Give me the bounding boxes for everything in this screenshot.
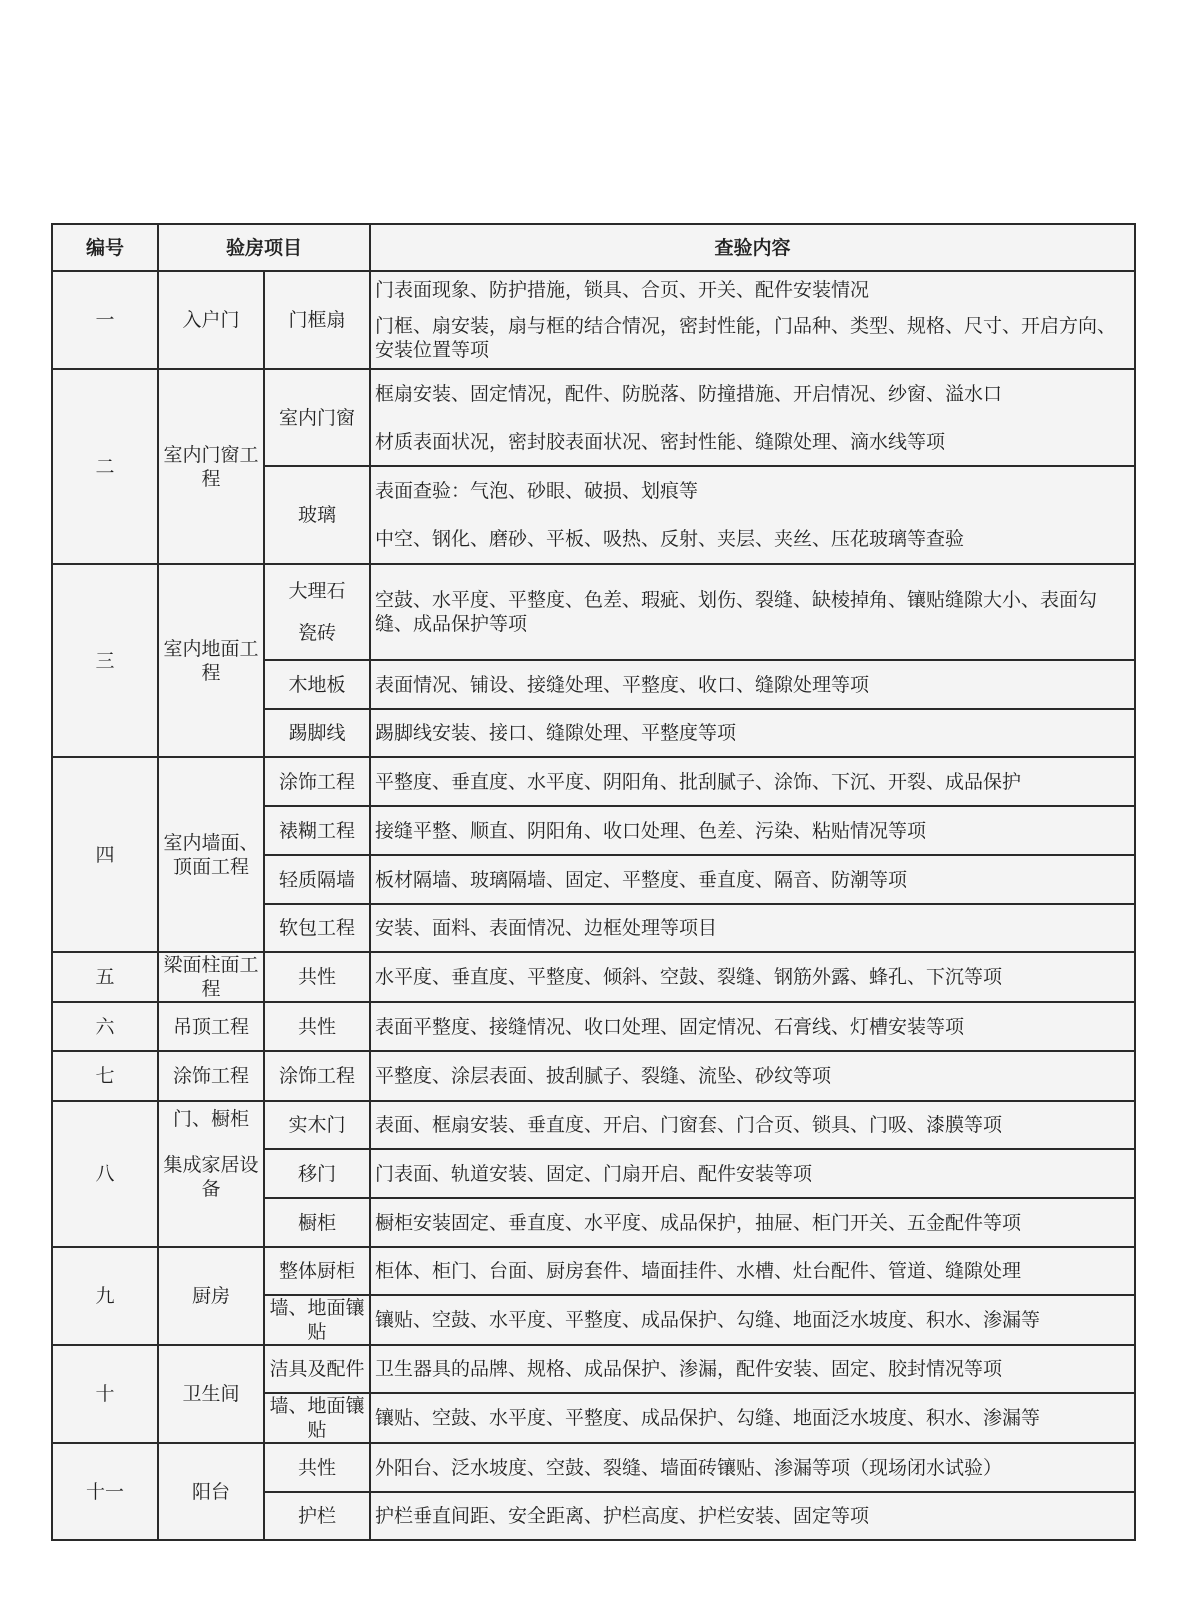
row-number: 五 <box>52 952 158 1002</box>
row-subitem: 橱柜 <box>264 1198 370 1247</box>
row-content <box>370 1101 1135 1149</box>
content-line: 框扇安装、固定情况，配件、防脱落、防撞措施、开启情况、纱窗、溢水口 <box>375 382 1003 405</box>
content-line: 柜体、柜门、台面、厨房套件、墙面挂件、水槽、灶台配件、管道、缝隙处理 <box>375 1260 1022 1282</box>
row-subitem: 裱糊工程 <box>264 806 370 855</box>
row-content <box>370 1295 1135 1345</box>
content-line: 卫生器具的品牌、规格、成品保护、渗漏，配件安装、固定、胶封情况等项 <box>375 1358 1003 1380</box>
table-row <box>52 757 1135 806</box>
row-content <box>370 1345 1135 1393</box>
row-subitem: 涂饰工程 <box>264 757 370 806</box>
row-content <box>370 1198 1135 1247</box>
row-content <box>370 952 1135 1002</box>
row-category: 厨房 <box>158 1247 264 1345</box>
row-category: 卫生间 <box>158 1345 264 1443</box>
row-category: 室内地面工程 <box>158 564 264 757</box>
table-row <box>52 1101 1135 1149</box>
row-category: 梁面柱面工程 <box>158 952 264 1002</box>
row-subitem: 木地板 <box>264 660 370 709</box>
content-line: 平整度、垂直度、水平度、阴阳角、批刮腻子、涂饰、下沉、开裂、成品保护 <box>375 770 1022 793</box>
row-content <box>370 1393 1135 1443</box>
content-line: 表面平整度、接缝情况、收口处理、固定情况、石膏线、灯槽安装等项 <box>375 1015 965 1038</box>
row-category: 室内门窗工程 <box>158 369 264 564</box>
row-number: 六 <box>52 1002 158 1051</box>
header-content: 查验内容 <box>370 224 1135 271</box>
table-row <box>52 1443 1135 1492</box>
row-number: 八 <box>52 1101 158 1247</box>
content-line: 接缝平整、顺直、阴阳角、收口处理、色差、污染、粘贴情况等项 <box>375 819 927 842</box>
table-row <box>52 369 1135 466</box>
table-row <box>52 1002 1135 1051</box>
subitem-line: 瓷砖 <box>298 622 337 644</box>
row-content <box>370 369 1135 466</box>
row-subitem: 移门 <box>264 1149 370 1198</box>
content-line: 表面、框扇安装、垂直度、开启、门窗套、门合页、锁具、门吸、漆膜等项 <box>375 1114 1003 1136</box>
content-line: 板材隔墙、玻璃隔墙、固定、平整度、垂直度、隔音、防潮等项 <box>375 868 908 891</box>
row-subitem: 共性 <box>264 1002 370 1051</box>
row-category: 入户门 <box>158 271 264 369</box>
row-subitem: 轻质隔墙 <box>264 855 370 904</box>
row-category <box>158 1101 264 1247</box>
row-content <box>370 660 1135 709</box>
content-line: 平整度、涂层表面、披刮腻子、裂缝、流坠、砂纹等项 <box>375 1065 832 1087</box>
row-subitem: 室内门窗 <box>264 369 370 466</box>
row-content <box>370 1247 1135 1295</box>
row-subitem: 实木门 <box>264 1101 370 1149</box>
row-content <box>370 757 1135 806</box>
row-number: 七 <box>52 1051 158 1101</box>
row-number: 十一 <box>52 1443 158 1540</box>
table-row <box>52 1345 1135 1393</box>
content-line: 安装、面料、表面情况、边框处理等项目 <box>375 917 718 939</box>
inspection-table <box>51 223 1136 1541</box>
row-subitem: 软包工程 <box>264 904 370 952</box>
category-line: 集成家居设备 <box>163 1154 259 1200</box>
row-number: 四 <box>52 757 158 952</box>
row-subitem: 共性 <box>264 1443 370 1492</box>
content-line: 外阳台、泛水坡度、空鼓、裂缝、墙面砖镶贴、渗漏等项（现场闭水试验） <box>375 1456 1003 1479</box>
row-number: 十 <box>52 1345 158 1443</box>
row-number: 三 <box>52 564 158 757</box>
row-subitem: 玻璃 <box>264 466 370 564</box>
table-row <box>52 952 1135 1002</box>
row-subitem: 墙、地面镶贴 <box>264 1393 370 1443</box>
row-content <box>370 564 1135 660</box>
row-category: 室内墙面、顶面工程 <box>158 757 264 952</box>
row-subitem: 洁具及配件 <box>264 1345 370 1393</box>
row-category: 涂饰工程 <box>158 1051 264 1101</box>
row-subitem: 护栏 <box>264 1492 370 1540</box>
content-line: 门框、扇安装，扇与框的结合情况，密封性能，门品种、类型、规格、尺寸、开启方向、安装位置等项 <box>375 315 1117 361</box>
content-line: 护栏垂直间距、安全距离、护栏高度、护栏安装、固定等项 <box>375 1505 870 1527</box>
content-line: 门表面现象、防护措施，锁具、合页、开关、配件安装情况 <box>375 279 870 301</box>
content-line: 镶贴、空鼓、水平度、平整度、成品保护、勾缝、地面泛水坡度、积水、渗漏等 <box>375 1407 1041 1429</box>
row-number: 二 <box>52 369 158 564</box>
row-content <box>370 1443 1135 1492</box>
content-line: 中空、钢化、磨砂、平板、吸热、反射、夹层、夹丝、压花玻璃等查验 <box>375 528 965 550</box>
row-content <box>370 1149 1135 1198</box>
row-subitem: 共性 <box>264 952 370 1002</box>
content-line: 踢脚线安装、接口、缝隙处理、平整度等项 <box>375 722 737 744</box>
table-row <box>52 1051 1135 1101</box>
row-content <box>370 806 1135 855</box>
row-number: 一 <box>52 271 158 369</box>
header-item: 验房项目 <box>158 224 370 271</box>
content-line: 空鼓、水平度、平整度、色差、瑕疵、划伤、裂缝、缺棱掉角、镶贴缝隙大小、表面勾缝、成品保护等项 <box>375 589 1098 635</box>
content-line: 橱柜安装固定、垂直度、水平度、成品保护，抽屉、柜门开关、五金配件等项 <box>375 1211 1022 1234</box>
row-category: 阳台 <box>158 1443 264 1540</box>
content-line: 表面情况、铺设、接缝处理、平整度、收口、缝隙处理等项 <box>375 673 870 696</box>
header-number: 编号 <box>52 224 158 271</box>
row-content <box>370 271 1135 369</box>
row-content <box>370 904 1135 952</box>
row-content <box>370 1002 1135 1051</box>
row-content <box>370 855 1135 904</box>
content-line: 材质表面状况，密封胶表面状况、密封性能、缝隙处理、滴水线等项 <box>375 430 946 453</box>
row-content <box>370 466 1135 564</box>
table-row <box>52 564 1135 660</box>
content-line: 表面查验：气泡、砂眼、破损、划痕等 <box>375 480 699 502</box>
row-subitem: 整体厨柜 <box>264 1247 370 1295</box>
category-line: 门、橱柜 <box>172 1108 249 1130</box>
table-row <box>52 271 1135 369</box>
table-row <box>52 1247 1135 1295</box>
row-content <box>370 709 1135 757</box>
content-line: 水平度、垂直度、平整度、倾斜、空鼓、裂缝、钢筋外露、蜂孔、下沉等项 <box>375 966 1003 988</box>
row-subitem: 门框扇 <box>264 271 370 369</box>
row-subitem: 墙、地面镶贴 <box>264 1295 370 1345</box>
subitem-line: 大理石 <box>288 580 346 602</box>
row-content <box>370 1492 1135 1540</box>
content-line: 镶贴、空鼓、水平度、平整度、成品保护、勾缝、地面泛水坡度、积水、渗漏等 <box>375 1309 1041 1331</box>
row-subitem <box>264 564 370 660</box>
row-subitem: 踢脚线 <box>264 709 370 757</box>
content-line: 门表面、轨道安装、固定、门扇开启、配件安装等项 <box>375 1162 813 1185</box>
row-category: 吊顶工程 <box>158 1002 264 1051</box>
row-number: 九 <box>52 1247 158 1345</box>
row-subitem: 涂饰工程 <box>264 1051 370 1101</box>
header-row <box>52 224 1135 271</box>
row-content <box>370 1051 1135 1101</box>
